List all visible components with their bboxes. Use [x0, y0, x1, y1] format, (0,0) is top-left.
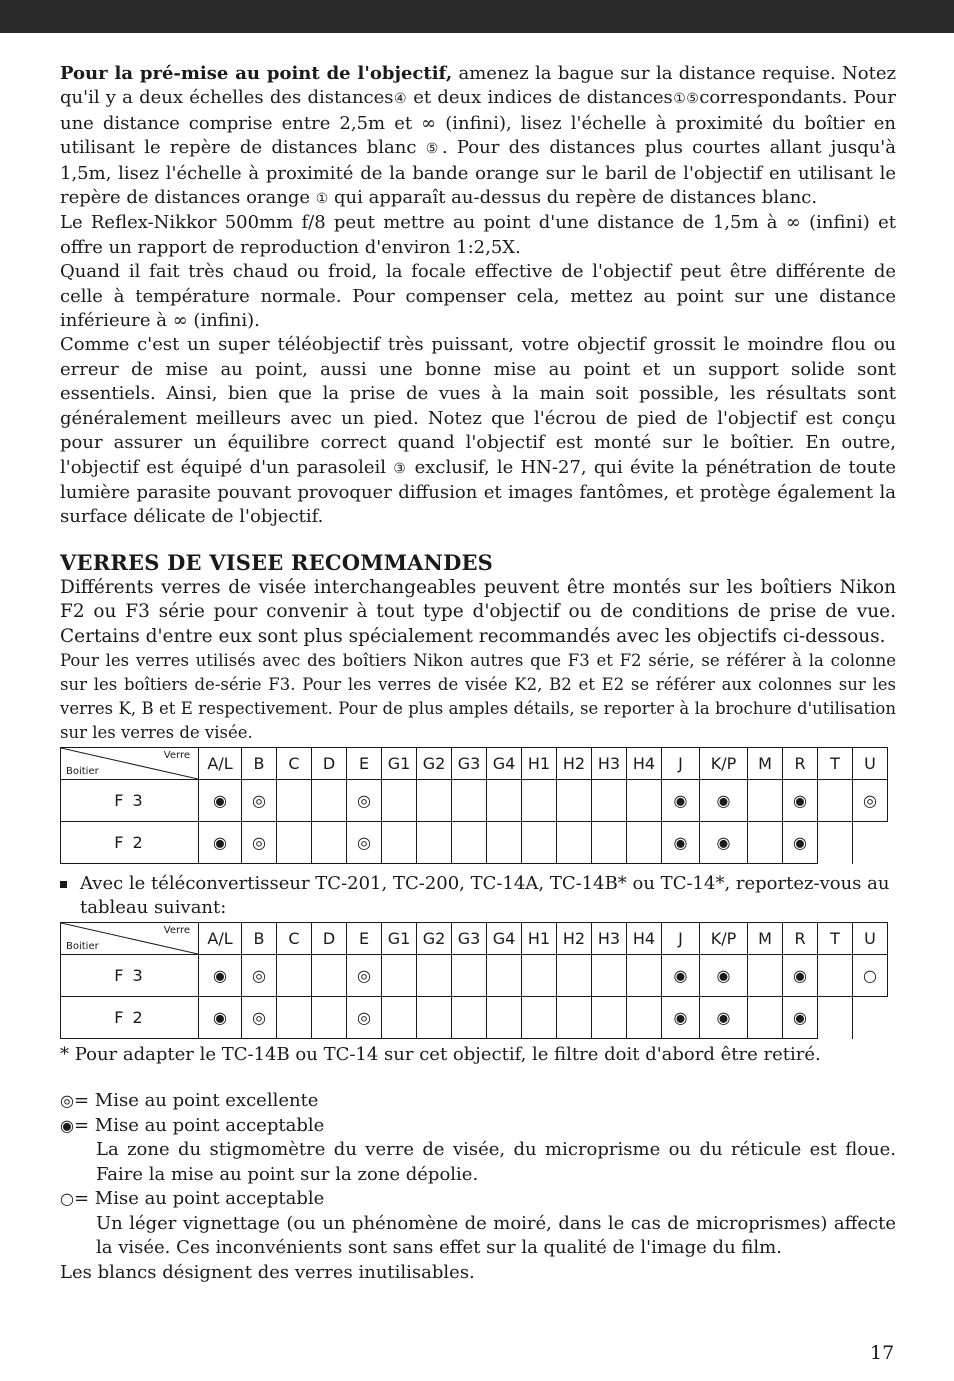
table-row [61, 780, 888, 822]
column-header: R [783, 923, 818, 955]
table-cell: ◉ [199, 780, 242, 822]
table-row [61, 955, 888, 997]
intro-text: exclusif, le HN-27, qui évite la pénétration de toute lumière parasite pouvant provoquer diffusion et images fantômes, et protège également la surface délicate de l'objectif. [60, 456, 896, 528]
table-cell [592, 780, 627, 822]
legend-blank: Les blancs désignent des verres inutilisables. [60, 1261, 475, 1283]
table-cell [627, 822, 662, 864]
corner-label-boitier: Boitier [66, 941, 99, 953]
column-header: C [277, 923, 312, 955]
table-cell: ◉ [783, 997, 818, 1039]
table-cell [557, 955, 592, 997]
table-cell: ◉ [700, 997, 748, 1039]
table-cell [452, 780, 487, 822]
teleconverter-compat-table [60, 922, 888, 1039]
table-cell [748, 822, 783, 864]
column-header: H4 [627, 748, 662, 780]
empty-cell [853, 997, 888, 1039]
table-cell: ◎ [242, 780, 277, 822]
column-header: D [312, 748, 347, 780]
column-header: H4 [627, 923, 662, 955]
column-header: B [242, 748, 277, 780]
table-cell: ◉ [700, 780, 748, 822]
table-cell: ◉ [662, 822, 700, 864]
callout-1: ① [672, 91, 687, 108]
table-cell: ◉ [199, 997, 242, 1039]
table-cell: ◉ [199, 822, 242, 864]
column-header: M [748, 748, 783, 780]
table-row [61, 997, 888, 1039]
legend-text: = Mise au point acceptable [73, 1114, 325, 1136]
table-cell [417, 955, 452, 997]
table-cell: ◎ [853, 780, 888, 822]
table-cell: ◎ [347, 955, 382, 997]
callout-4: ④ [393, 91, 408, 108]
screen-compat-table [60, 747, 888, 864]
table-cell: ◉ [662, 955, 700, 997]
callout-5: ⑤ [686, 91, 700, 108]
open-circle-icon: ○ [60, 1189, 74, 1209]
column-header: H3 [592, 748, 627, 780]
table-cell: ◉ [700, 955, 748, 997]
intro-text: et deux indices de distances [407, 87, 673, 109]
column-header: A/L [199, 748, 242, 780]
table-cell: ◉ [199, 955, 242, 997]
table-cell [417, 822, 452, 864]
table-cell: ◉ [783, 955, 818, 997]
table-cell [818, 780, 853, 822]
legend-acceptable-1 [60, 1114, 896, 1139]
verres-section [60, 576, 896, 746]
column-header: B [242, 923, 277, 955]
double-circle-icon: ◎ [60, 1091, 74, 1111]
table-cell [557, 780, 592, 822]
column-header: K/P [700, 748, 748, 780]
column-header: G1 [382, 923, 417, 955]
table-cell: ◉ [700, 822, 748, 864]
intro-paragraph-1 [60, 62, 896, 211]
row-label: F 2 [61, 997, 199, 1039]
table-cell: ◎ [242, 955, 277, 997]
column-header: H3 [592, 923, 627, 955]
table-cell: ◎ [242, 822, 277, 864]
legend-excellent [60, 1089, 896, 1114]
table-cell [277, 955, 312, 997]
table-cell [312, 997, 347, 1039]
legend-acceptable-2-detail: Un léger vignettage (ou un phénomène de moiré, dans le cas de microprismes) affecte la visée. Ces inconvénients sont sans effet sur la qualité de l'image du film. [96, 1212, 896, 1259]
legend-acceptable-2 [60, 1187, 896, 1212]
callout-1: ① [315, 191, 329, 208]
table-cell [818, 955, 853, 997]
table-cell [312, 822, 347, 864]
table-cell [592, 997, 627, 1039]
corner-label-verre: Verre [163, 750, 190, 762]
table-cell [277, 780, 312, 822]
column-header: U [853, 923, 888, 955]
footnote: * Pour adapter le TC-14B ou TC-14 sur cet objectif, le filtre doit d'abord être retiré. [60, 1044, 821, 1066]
intro-text: amenez la bague sur la distance requise. Notez qu'il y a deux échelles des distances [60, 63, 896, 109]
page-content [60, 62, 896, 1285]
table-cell: ◉ [662, 997, 700, 1039]
table-cell: ◎ [347, 822, 382, 864]
legend-text: = Mise au point excellente [73, 1090, 319, 1112]
row-label: F 3 [61, 780, 199, 822]
table-cell [557, 822, 592, 864]
table-cell [487, 997, 522, 1039]
column-header: H2 [557, 923, 592, 955]
empty-cell [818, 822, 853, 864]
table-header-row [61, 748, 888, 780]
column-header: U [853, 748, 888, 780]
column-header: K/P [700, 923, 748, 955]
column-header: R [783, 748, 818, 780]
intro-paragraph-4 [60, 333, 896, 529]
table-cell [627, 955, 662, 997]
table-cell [312, 780, 347, 822]
table-header-row [61, 923, 888, 955]
column-header: G2 [417, 748, 452, 780]
column-header: E [347, 923, 382, 955]
table-cell [312, 955, 347, 997]
corner-label-verre: Verre [163, 925, 190, 937]
table-cell [417, 997, 452, 1039]
intro-paragraph-2: Le Reflex-Nikkor 500mm f/8 peut mettre au point d'une distance de 1,5m à ∞ (infini) et offre un rapport de reproduction d'environ 1:2,5X. [60, 212, 896, 258]
column-header: T [818, 923, 853, 955]
table-cell: ◎ [347, 780, 382, 822]
table-cell: ◉ [662, 780, 700, 822]
column-header: G4 [487, 748, 522, 780]
column-header: T [818, 748, 853, 780]
table-cell [382, 780, 417, 822]
table-cell [382, 955, 417, 997]
row-label: F 3 [61, 955, 199, 997]
table-row [61, 822, 888, 864]
intro-lead: Pour la pré-mise au point de l'objectif, [60, 63, 453, 84]
table-cell [277, 822, 312, 864]
legend-acceptable-1-detail: La zone du stigmomètre du verre de visée, du microprisme ou du réticule est floue. Faire la mise au point sur la zone dépolie. [96, 1139, 896, 1185]
table-cell [417, 780, 452, 822]
bullet-square-icon [60, 881, 67, 888]
table-cell: ◎ [347, 997, 382, 1039]
intro-text: . Pour des distances plus courtes allant jusqu'à 1,5m, lisez l'échelle à proximité de la bande orange sur le baril de l'objectif en utilisant le repère de distances orange [60, 137, 896, 209]
intro-section [60, 62, 896, 530]
table-cell [452, 822, 487, 864]
table-cell [557, 997, 592, 1039]
column-header: G4 [487, 923, 522, 955]
table-corner-cell [61, 748, 199, 780]
column-header: H1 [522, 748, 557, 780]
table-corner-cell [61, 923, 199, 955]
verres-paragraph-2: Pour les verres utilisés avec des boîtiers Nikon autres que F3 et F2 série, se référer à la colonne sur les boîtiers de-série F3. Pour les verres de visée K2, B2 et E2 se référer aux colonnes sur les verres K, B et E respectivement. Pour de plus amples détails, se reporter à la brochure d'utilisation sur les verres de visée. [60, 651, 896, 743]
table-cell [452, 997, 487, 1039]
callout-5: ⑤ [425, 141, 442, 158]
table-cell [748, 997, 783, 1039]
column-header: J [662, 748, 700, 780]
legend [60, 1089, 896, 1285]
corner-label-boitier: Boitier [66, 766, 99, 778]
intro-text: qui apparaît au-dessus du repère de distances blanc. [328, 187, 818, 209]
column-header: H2 [557, 748, 592, 780]
table-cell [748, 955, 783, 997]
intro-text: correspondants. Pour une distance comprise entre 2,5m et ∞ (infini), lisez l'échelle à proximité du boîtier en utilisant le repère de distances blanc [60, 87, 896, 159]
table-cell [522, 955, 557, 997]
intro-text: Comme c'est un super téléobjectif très puissant, votre objectif grossit le moindre flou ou erreur de mise au point, aussi une bonne mise au point et un support solide sont essentiels. Ainsi, bien que la prise de vues à la main soit possible, les résultats sont généralement meilleurs avec un pied. Notez que l'écrou de pied de l'objectif est conçu pour assurer un équilibre correct quand l'objectif est monté sur le boîtier. En outre, l'objectif est équipé d'un parasoleil [60, 334, 896, 478]
note-text: Avec le téléconvertisseur TC-201, TC-200, TC-14A, TC-14B* ou TC-14*, reportez-vous au tableau suivant: [80, 873, 890, 919]
empty-cell [818, 997, 853, 1039]
table-cell: ○ [853, 955, 888, 997]
table-cell: ◉ [783, 822, 818, 864]
table-cell [522, 780, 557, 822]
table-cell [382, 822, 417, 864]
column-header: J [662, 923, 700, 955]
column-header: G3 [452, 923, 487, 955]
table-cell [452, 955, 487, 997]
column-header: E [347, 748, 382, 780]
table-cell [382, 997, 417, 1039]
verres-paragraph-1: Différents verres de visée interchangeables peuvent être montés sur les boîtiers Nikon F2 ou F3 série pour convenir à tout type d'objectif ou de conditions de prise de vue. Certains d'entre eux sont plus spécialement recommandés avec les objectifs ci-dessous. [60, 576, 896, 647]
section-title: VERRES DE VISEE RECOMMANDES [60, 549, 494, 575]
column-header: G1 [382, 748, 417, 780]
table-cell: ◉ [783, 780, 818, 822]
column-header: G3 [452, 748, 487, 780]
table-cell [592, 822, 627, 864]
table-cell [748, 780, 783, 822]
column-header: C [277, 748, 312, 780]
table-cell [487, 780, 522, 822]
table-cell: ◎ [242, 997, 277, 1039]
filled-circle-icon: ◉ [60, 1115, 74, 1135]
table-cell [522, 997, 557, 1039]
page-number: 17 [870, 1342, 895, 1364]
legend-text: = Mise au point acceptable [73, 1188, 325, 1210]
teleconverter-note [60, 872, 896, 920]
column-header: A/L [199, 923, 242, 955]
callout-3: ③ [393, 460, 408, 477]
table-cell [627, 997, 662, 1039]
table-cell [487, 955, 522, 997]
intro-paragraph-3: Quand il fait très chaud ou froid, la focale effective de l'objectif peut être différente de celle à température normale. Pour compenser cela, mettez au point sur une distance inférieure à ∞ (infini). [60, 261, 896, 332]
top-header-bar [0, 0, 954, 33]
table-cell [522, 822, 557, 864]
empty-cell [853, 822, 888, 864]
table-cell [487, 822, 522, 864]
table-cell [627, 780, 662, 822]
column-header: G2 [417, 923, 452, 955]
table-cell [592, 955, 627, 997]
column-header: D [312, 923, 347, 955]
table-cell [277, 997, 312, 1039]
row-label: F 2 [61, 822, 199, 864]
column-header: H1 [522, 923, 557, 955]
column-header: M [748, 923, 783, 955]
